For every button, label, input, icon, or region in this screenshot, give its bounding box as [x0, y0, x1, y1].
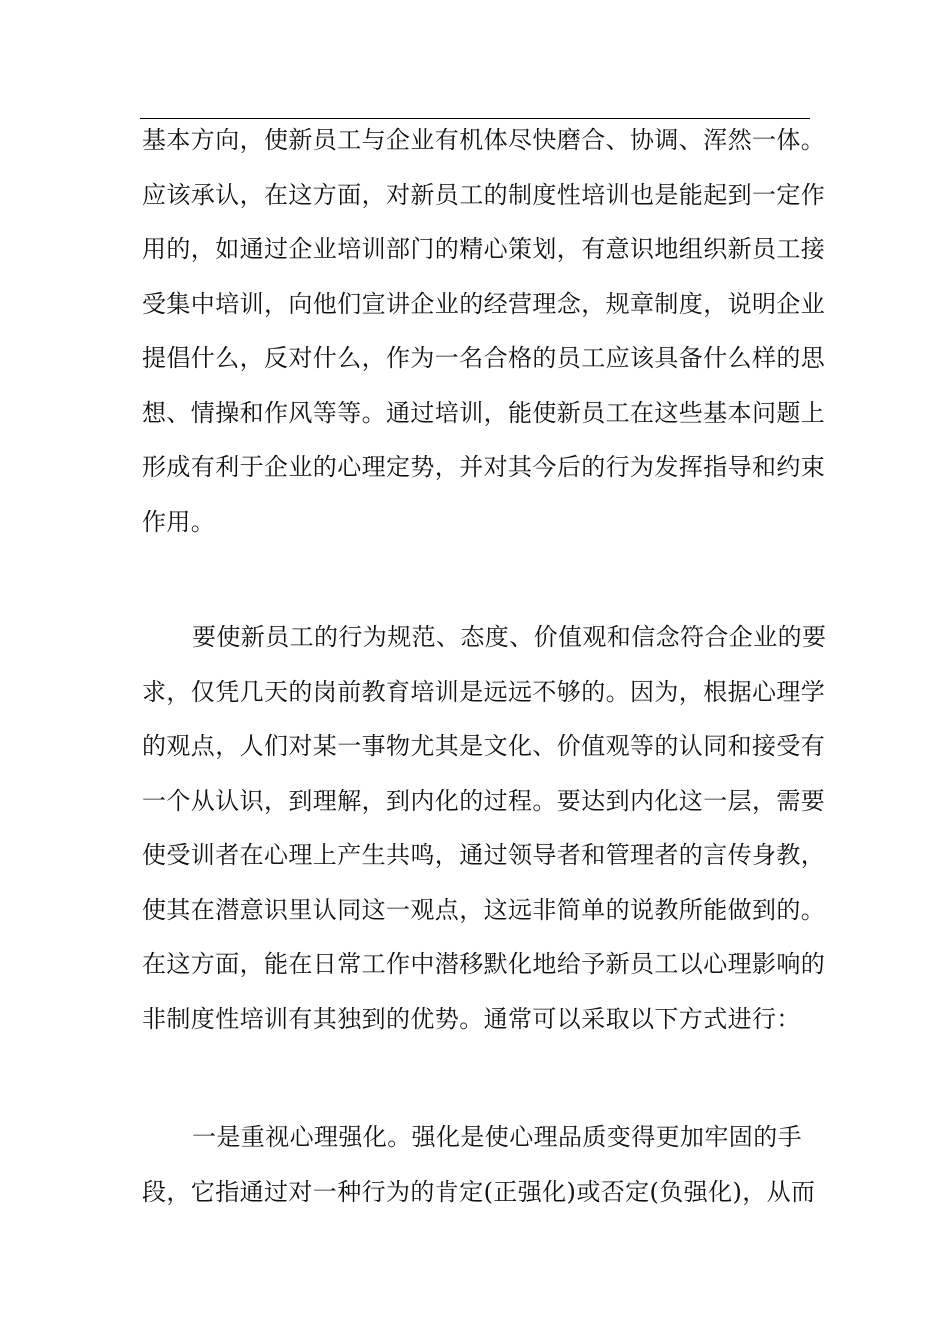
paragraph-2 [142, 610, 827, 1046]
paragraph-line: 用的，如通过企业培训部门的精心策划，有意识地组织新员工接 [142, 235, 826, 263]
paragraph-line: 应该承认，在这方面，对新员工的制度性培训也是能起到一定作 [142, 180, 826, 209]
paragraph-line: 一是重视心理强化。强化是使心理品质变得更加牢固的手 [192, 1123, 802, 1151]
paragraph-line: 段，它指通过对一种行为的肯定(正强化)或否定(负强化)，从而 [142, 1177, 816, 1206]
paragraph-1 [142, 113, 826, 549]
paragraph-line: 使其在潜意识里认同这一观点，这远非简单的说教所能做到的。 [142, 895, 826, 924]
paragraph-line: 形成有利于企业的心理定势，并对其今后的行为发挥指导和约束 [142, 453, 826, 481]
paragraph-line: 求，仅凭几天的岗前教育培训是远远不够的。因为，根据心理学 [142, 677, 826, 706]
paragraph-line: 使受训者在心理上产生共鸣，通过领导者和管理者的言传身教， [142, 841, 826, 869]
paragraph-line: 非制度性培训有其独到的优势。通常可以采取以下方式进行： [142, 1004, 801, 1033]
paragraph-line: 想、情操和作风等等。通过培训，能使新员工在这些基本问题上 [142, 398, 826, 427]
paragraph-line: 受集中培训，向他们宣讲企业的经营理念，规章制度，说明企业 [142, 289, 826, 318]
paragraph-line: 提倡什么，反对什么，作为一名合格的员工应该具备什么样的思 [142, 344, 826, 372]
paragraph-line: 作用。 [142, 507, 216, 536]
paragraph-line: 一个从认识，到理解，到内化的过程。要达到内化这一层，需要 [142, 786, 826, 815]
paragraph-line: 基本方向，使新员工与企业有机体尽快磨合、协调、浑然一体。 [142, 126, 826, 154]
paragraph-line: 的观点，人们对某一事物尤其是文化、价值观等的认同和接受有 [142, 732, 826, 760]
paragraph-3 [142, 1110, 816, 1219]
paragraph-line: 在这方面，能在日常工作中潜移默化地给予新员工以心理影响的 [142, 950, 826, 978]
paragraph-line: 要使新员工的行为规范、态度、价值观和信念符合企业的要 [192, 623, 827, 651]
